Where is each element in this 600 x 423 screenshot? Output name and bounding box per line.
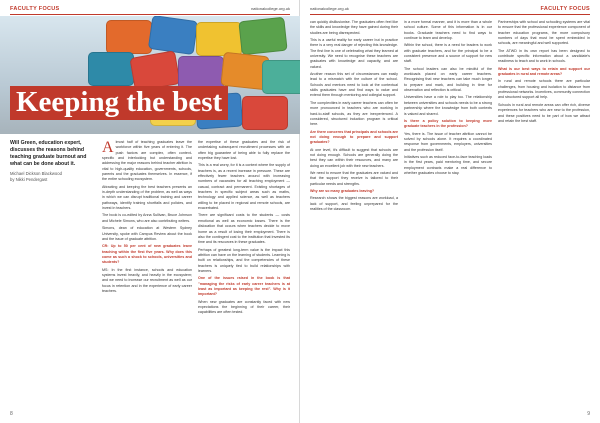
page-number-right: 9	[587, 411, 590, 417]
puzzle-piece	[148, 16, 198, 55]
standfirst: Will Green, education expert, discusses the reasons behind teaching graduate burnout and what can be done about it.	[10, 140, 87, 167]
body-paragraph: Almost half of teaching graduates leave the workforce within five years of entering it. The push factors are complex, often context-specific and interlocking but understanding and addressing the major reasons behind teacher attrition is vital to high-quality education, governments, schools, parents and the graduates themselves. In essence, if the entire schooling ecosystem.	[102, 139, 192, 182]
body-paragraph: Simons, dean of education at Western Sydney University, spoke with Campus Review about the book and the issue of graduate attrition.	[102, 226, 192, 241]
byline-line: by Nikki Pendergast	[10, 177, 48, 182]
body-paragraph: Attracting and keeping the best teachers presents an in-depth understanding of the problem, as well as ways in which we can disrupt traditional training and career pathways, identify training shortfalls and policies, and invest in teachers.	[102, 184, 192, 211]
body-paragraph: Schools in rural and remote areas can offer rich, diverse experiences for teachers who are new to the profession, and these positives need to be part of how we attract and retain the best staff.	[498, 102, 590, 123]
interview-question: Why are so many graduates leaving?	[310, 188, 375, 193]
article-title: Keeping the best	[10, 86, 228, 120]
body-column	[310, 20, 398, 214]
body-paragraph: the expertise of these graduates and the risk of undertaking subsequent recruitment processes with an often big guarantee of being able to fully replace the expertise they have lost.	[198, 140, 290, 161]
site-url-left: nationalcollege.org.uk	[251, 6, 290, 11]
body-paragraph: The book is co-edited by Anna Sullivan, Bruce Johnson and Michele Simons, who are also contributing writers.	[102, 213, 192, 223]
interview-question: CR: Up to 50 per cent of new graduates leave teaching within the first five years. Why does this come as such a shock to schools, universities and students?	[102, 244, 192, 265]
byline-line: Michael Dickson Blackwood	[10, 171, 62, 176]
puzzle-piece	[238, 17, 287, 56]
body-column	[102, 140, 192, 296]
interview-question: One of the issues raised in the book is that "managing the risks of early career teachers is at least as important as keeping the rest". Why is it important?	[198, 276, 290, 297]
body-paragraph: The ATWD in its own report has been designed to contribute specific information about a candidate's readiness to teach and to work in schools.	[498, 48, 590, 64]
puzzle-piece	[262, 60, 300, 94]
body-paragraph: This is a real worry, for it is a context where the supply of teachers is, as a recent increase in pressure. These are effectively fewer teachers around with increasing numbers of vacancies for all teaching employment — casual, contract and permanent. Existing shortages of teachers in specific subject areas such as maths, technology and applied science, as well as teachers willing to be placed in regional and remote schools, are exacerbated.	[198, 163, 290, 211]
body-paragraph: Another reason this set of circumstances can easily lead to a mismatch with the culture of the school. Schools and mentors need to look at the contextual skills graduates have and find ways to value and extend them through mentoring and collegial support.	[310, 72, 398, 98]
body-column	[498, 20, 590, 126]
interview-question: What is our best ways to retain and support our graduates in rural and remote areas?	[498, 66, 590, 77]
body-paragraph: When new graduates are constantly faced with new expectations the beginning of their career, their capabilities are often tested.	[198, 299, 290, 315]
body-paragraph: Perhaps of greatest long-term value is the impact this attrition can have on the learning of students. Learning is built on relationships, and the competencies of these teachers is uniquely tied to build relationships with learners.	[198, 247, 290, 273]
right-page	[300, 0, 600, 423]
site-url-right: nationalcollege.org.uk	[310, 6, 349, 11]
puzzle-piece	[196, 22, 242, 56]
body-paragraph: The complexities in early career teachers can often be more pronounced in teachers who are working in hard-to-staff schools, as they are inexperienced. A considered, structured induction program is critical here.	[310, 100, 398, 127]
puzzle-piece	[178, 56, 224, 90]
body-paragraph: There are significant costs to the students — costs emotional as well as economic losses. There is the dislocation that occurs when teachers decide to move home as a result of losing their employment. There is also the contingent cost to the institution that invested its time and its resources in these graduates.	[198, 213, 290, 245]
body-paragraph: In rural and remote schools there are particular challenges, from housing and isolation to distance from professional networks. Incentives, community connection and structured support all help.	[498, 79, 590, 100]
body-paragraph: MS: In the first instance, schools and education systems invest heavily, and heavily in the ecosystem; and we need to increase our recruitment as well as our focus in retention and in the experience of early career teachers.	[102, 267, 192, 293]
body-paragraph: Universities have a role to play too. The relationship between universities and schools needs to be a strong partnership where the knowledge from both contexts is valued and shared.	[404, 95, 492, 116]
body-paragraph: in a more formal manner, and it is more than a whole school culture. Some of this information is in our books. Graduate teachers need to find ways to continue to learn and develop.	[404, 20, 492, 41]
body-paragraph: This is a useful reality for early career but in practice there is a very real danger of rejecting this knowledge. The first line is one of celebrating what they learned at university. We need to recognise these teachers are graduates with knowledge and capacity, and are valued.	[310, 38, 398, 69]
body-paragraph: The school leaders can also be mindful of the workloads placed on early career teachers. Recognising that new teachers can take much longer to prepare and mark, and building in time for observation and reflection is critical.	[404, 66, 492, 93]
page-number-left: 8	[10, 411, 13, 417]
body-column	[198, 140, 290, 318]
body-paragraph: At one level, it's difficult to suggest that schools are not doing enough. Schools are generally doing the best they can within their resources, and many are doing an excellent job with their new teachers.	[310, 147, 398, 168]
puzzle-piece	[88, 52, 134, 86]
header-rule-left	[10, 14, 290, 15]
body-paragraph: We need to ensure that the graduates are valued and that the support they receive is tailored to their particular needs and strengths.	[310, 170, 398, 186]
puzzle-piece	[106, 20, 152, 54]
running-head-right: FACULTY FOCUS	[540, 6, 590, 12]
body-paragraph: can quickly disillusionise. The graduates often feel like the skills and knowledge they have gained during their studies are being disrespected.	[310, 20, 398, 35]
byline	[10, 171, 96, 183]
running-head-left: FACULTY FOCUS	[10, 6, 60, 12]
body-paragraph: Yes, there is. The issue of teacher attrition cannot be solved by schools alone. It requires a coordinated response from governments, employers, universities and the profession itself.	[404, 131, 492, 152]
header-rule-right	[310, 14, 590, 15]
body-paragraph: Research shows the biggest reasons are workload, a lack of support, and feeling unprepared for the realities of the classroom.	[310, 196, 398, 211]
puzzle-piece	[242, 96, 288, 130]
body-paragraph: Partnerships with school and schooling systems are vital to ensure that the professional experience component of teacher education programs, the more compulsory numbers of days that must be spent embedded in schools, are meaningful and well supported.	[498, 20, 590, 46]
body-column	[404, 20, 492, 178]
interview-question: Are there concerns that principals and schools are not doing enough to prepare and support graduates?	[310, 129, 398, 145]
interview-question: Is there a policy solution to keeping more graduate teachers in the profession?	[404, 118, 492, 129]
body-paragraph: Initiatives such as reduced face-to-face teaching loads in the first years, paid mentoring time, and secure employment contracts make a real difference to whether graduates choose to stay.	[404, 154, 492, 175]
body-paragraph: Within the school, there is a need for leaders to work with graduate teachers, and for the principal to be a consistent presence and a source of support for new staff.	[404, 43, 492, 64]
drop-cap: A	[102, 139, 114, 156]
